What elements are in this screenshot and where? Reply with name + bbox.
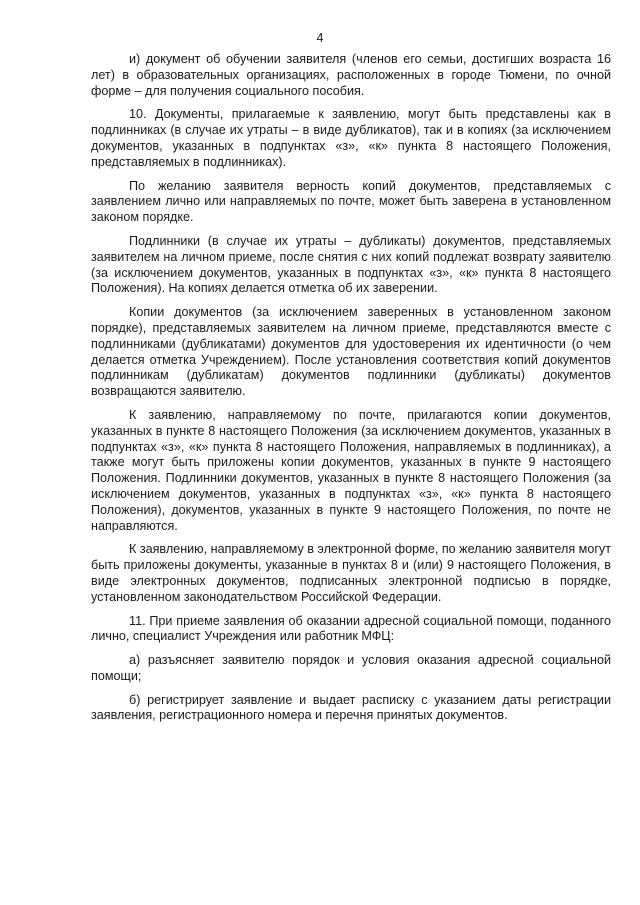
paragraph-copies-presentation: Копии документов (за исключением заверенных в установленном законом порядке), представляемых заявителем на личном приеме, представляются вместе с подлинниками (дубликатами) документов для удостоверения их идентичности (о чем делается отметка Учреждением). После установления соответствия копий документов подлинникам (дубликатам) документов подлинники (дубликаты) документов возвращаются заявителю. [91, 305, 611, 399]
page-number: 4 [316, 31, 324, 45]
paragraph-11: 11. При приеме заявления об оказании адресной социальной помощи, поданного лично, специалист Учреждения или работник МФЦ: [91, 613, 611, 644]
paragraph-originals-return: Подлинники (в случае их утраты – дубликаты) документов, представляемых заявителем на личном приеме, после снятия с них копий подлежат возврату заявителю (за исключением документов, указанных в подпунктах «з», «к» пункта 8 настоящего Положения). На копиях делается отметка об их заверении. [91, 233, 611, 296]
paragraph-10: 10. Документы, прилагаемые к заявлению, могут быть представлены как в подлинниках (в случае их утраты – в виде дубликатов), так и в копиях (за исключением документов, указанных в подпунктах «з», «к» пункта 8 настоящего Положения, представляемых в подлинниках). [91, 107, 611, 169]
paragraph-electronic-submission: К заявлению, направляемому в электронной форме, по желанию заявителя могут быть приложены документы, указанные в пунктах 8 и (или) 9 настоящего Положения, в виде электронных документов, подписанных электронной подписью в порядке, установленном законодательством Российской Федерации. [91, 542, 611, 604]
paragraph-item-i: и) документ об обучении заявителя (членов его семьи, достигших возраста 16 лет) в образовательных организациях, расположенных в городе Тюмени, по очной форме – для получения социального пособия. [91, 52, 611, 98]
paragraph-item-b: б) регистрирует заявление и выдает расписку с указанием даты регистрации заявления, регистрационного номера и перечня принятых документов. [91, 692, 611, 723]
paragraph-copy-certification: По желанию заявителя верность копий документов, представляемых с заявлением лично или направляемых по почте, может быть заверена в установленном законом порядке. [91, 178, 611, 225]
paragraph-postal-submission: К заявлению, направляемому по почте, прилагаются копии документов, указанных в пункте 8 настоящего Положения (за исключением документов, указанных в подпунктах «з», «к» пункта 8 настоящего Положения, направляемых в подлинниках), а также могут быть приложены копии документов, указанных в пункте 9 настоящего Положения. Подлинники документов, указанных в пункте 8 настоящего Положения (за исключением документов, указанных в подпунктах «з», «к» пункта 8 настоящего Положения), документов, указанных в пункте 9 настоящего Положения, по почте не направляются. [91, 407, 611, 533]
paragraph-item-a: а) разъясняет заявителю порядок и условия оказания адресной социальной помощи; [91, 653, 611, 683]
document-body [91, 52, 611, 732]
